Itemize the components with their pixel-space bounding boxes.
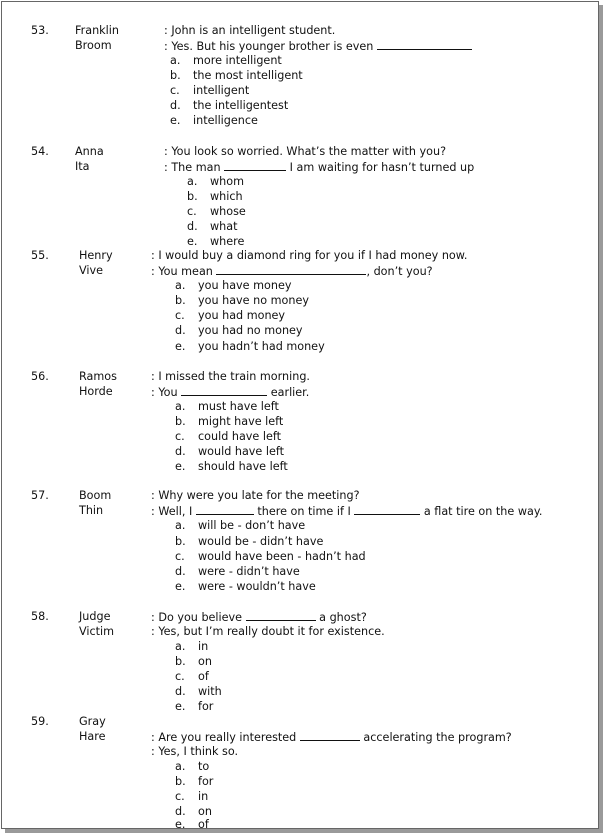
- option-d-text: what: [210, 220, 238, 233]
- option-b: b.: [187, 190, 198, 203]
- speaker-2: Hare: [79, 730, 106, 743]
- option-d-text: with: [198, 685, 222, 698]
- option-b: b.: [175, 655, 186, 668]
- dialogue-line-1: : Are you really interested accelerating the program?: [151, 731, 512, 744]
- option-c-text: whose: [210, 205, 246, 218]
- option-b: b.: [175, 775, 186, 788]
- option-d-text: you had no money: [198, 324, 303, 337]
- dialogue-line-1: : I missed the train morning.: [151, 370, 310, 383]
- speaker-2: Horde: [79, 385, 113, 398]
- option-e-text: you hadn’t had money: [198, 340, 325, 353]
- question-number: 58.: [31, 610, 49, 623]
- question-number: 57.: [31, 489, 49, 502]
- option-d-text: were - didn’t have: [198, 565, 300, 578]
- speaker-1: Judge: [79, 610, 111, 623]
- option-d: d.: [175, 805, 186, 818]
- dialogue-line-1: : Do you believe a ghost?: [151, 611, 367, 624]
- speaker-1: Ramos: [79, 370, 117, 383]
- option-b-text: you have no money: [198, 294, 309, 307]
- answer-blank: [181, 384, 267, 396]
- option-e-text: for: [198, 700, 214, 713]
- option-a: a.: [175, 640, 186, 653]
- answer-blank: [300, 729, 360, 741]
- question-number: 53.: [31, 24, 49, 37]
- option-a: a.: [175, 279, 186, 292]
- speaker-1: Anna: [75, 145, 104, 158]
- option-c: c.: [175, 430, 185, 443]
- option-a-text: whom: [210, 175, 244, 188]
- dialogue-line-2: : Yes, but I’m really doubt it for existence.: [151, 625, 385, 638]
- option-c: c.: [170, 84, 180, 97]
- question-number: 55.: [31, 249, 49, 262]
- option-b-text: might have left: [198, 415, 284, 428]
- answer-blank: [224, 159, 286, 171]
- speaker-1: Franklin: [75, 24, 119, 37]
- option-c-text: of: [198, 670, 209, 683]
- option-d-text: would have left: [198, 445, 284, 458]
- option-c-text: would have been - hadn’t had: [198, 550, 366, 563]
- option-e: e.: [187, 235, 198, 248]
- speaker-1: Henry: [79, 249, 113, 262]
- question-number: 56.: [31, 370, 49, 383]
- option-e-text: intelligence: [193, 114, 258, 127]
- option-a: a.: [170, 54, 181, 67]
- option-a: a.: [187, 175, 198, 188]
- question-number: 59.: [31, 715, 49, 728]
- option-c-text: intelligent: [193, 84, 250, 97]
- option-a: a.: [175, 519, 186, 532]
- option-b-text: the most intelligent: [193, 69, 303, 82]
- answer-blank: [246, 609, 316, 621]
- option-b: b.: [175, 294, 186, 307]
- dialogue-line-2: : Well, I there on time if I a flat tire on the way.: [151, 505, 543, 518]
- option-a-text: to: [198, 760, 210, 773]
- option-e-text: where: [210, 235, 245, 248]
- answer-blank-1: [196, 503, 254, 515]
- option-e: e.: [175, 460, 186, 473]
- option-a: a.: [175, 760, 186, 773]
- option-e-text: of: [198, 818, 209, 829]
- document-page: [1, 1, 599, 829]
- option-a: a.: [175, 400, 186, 413]
- speaker-2: Victim: [79, 625, 115, 638]
- option-d: d.: [187, 220, 198, 233]
- option-d: d.: [175, 565, 186, 578]
- dialogue-line-2: : The man I am waiting for hasn’t turned up: [164, 161, 475, 174]
- dialogue-line-1: : Why were you late for the meeting?: [151, 489, 360, 502]
- question-number: 54.: [31, 145, 49, 158]
- option-e: e.: [175, 340, 186, 353]
- option-a-text: must have left: [198, 400, 279, 413]
- dialogue-line-2: : You earlier.: [151, 386, 310, 399]
- dialogue-line-2: : Yes. But his younger brother is even: [164, 38, 472, 53]
- option-d-text: on: [198, 805, 212, 818]
- option-e: e.: [170, 114, 181, 127]
- option-d: d.: [175, 445, 186, 458]
- option-c-text: could have left: [198, 430, 281, 443]
- option-c-text: in: [198, 790, 209, 803]
- option-d: d.: [175, 685, 186, 698]
- option-a-text: you have money: [198, 279, 292, 292]
- dialogue-line-2: : Yes, I think so.: [151, 745, 239, 758]
- option-d: d.: [170, 99, 181, 112]
- answer-blank: [377, 38, 472, 50]
- option-c: c.: [187, 205, 197, 218]
- option-a-text: more intelligent: [193, 54, 282, 67]
- dialogue-line-1: : I would buy a diamond ring for you if I had money now.: [151, 249, 468, 262]
- option-a-text: will be - don’t have: [198, 519, 306, 532]
- option-b-text: which: [210, 190, 243, 203]
- speaker-2: Broom: [75, 39, 112, 52]
- dialogue-line-2: : You mean , don’t you?: [151, 265, 433, 278]
- option-b-text: would be - didn’t have: [198, 535, 324, 548]
- option-d-text: the intelligentest: [193, 99, 289, 112]
- option-b: b.: [170, 69, 181, 82]
- option-e: e.: [175, 580, 186, 593]
- option-b: b.: [175, 415, 186, 428]
- option-e: e.: [175, 700, 186, 713]
- option-b-text: for: [198, 775, 214, 788]
- answer-blank: [216, 263, 366, 275]
- answer-blank-2: [354, 503, 420, 515]
- speaker-1: Gray: [79, 715, 106, 728]
- dialogue-line-1: : You look so worried. What’s the matter with you?: [164, 145, 447, 158]
- speaker-2: Ita: [75, 160, 90, 173]
- option-c-text: you had money: [198, 309, 286, 322]
- option-b-text: on: [198, 655, 212, 668]
- option-c: c.: [175, 790, 185, 803]
- speaker-1: Boom: [79, 489, 112, 502]
- speaker-2: Thin: [79, 504, 104, 517]
- option-b: b.: [175, 535, 186, 548]
- option-c: c.: [175, 550, 185, 563]
- option-e-text: should have left: [198, 460, 288, 473]
- option-c: c.: [175, 670, 185, 683]
- option-e: e.: [175, 818, 186, 829]
- speaker-2: Vive: [79, 264, 104, 277]
- option-a-text: in: [198, 640, 209, 653]
- dialogue-line-1: : John is an intelligent student.: [164, 24, 336, 37]
- option-e-text: were - wouldn’t have: [198, 580, 316, 593]
- option-c: c.: [175, 309, 185, 322]
- option-d: d.: [175, 324, 186, 337]
